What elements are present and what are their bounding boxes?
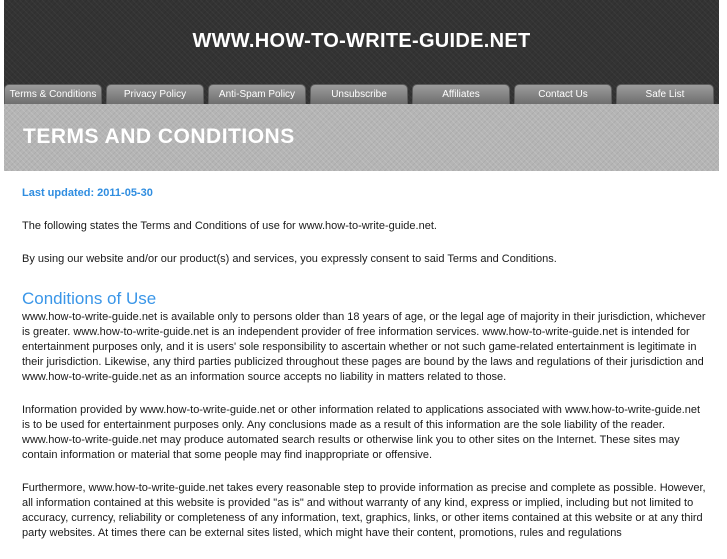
tab-affiliates[interactable]: Affiliates [412, 84, 510, 104]
conditions-paragraph-3: Furthermore, www.how-to-write-guide.net takes every reasonable step to provide information as precise and complete as possible. However, all information contained at this website is provided "as is" and without warranty of any kind, express or implied, including but not limited to accuracy, currency, reliability or completeness of any information, text, graphics, links, or other items contained at this website or at any third party websites. At times there can be external sites listed, which might have their content, promotions, rules and regulations [22, 482, 706, 539]
section-heading: Conditions of Use [22, 289, 157, 308]
conditions-paragraph-1: www.how-to-write-guide.net is available only to persons older than 18 years of age, or the legal age of majority in their jurisdiction, whichever is greater. www.how-to-write-guide.net is an independent provider of free information services. www.how-to-write-guide.net is intended for entertainment purposes only, and it is users' sole responsibility to ascertain whether or not such game-related entertainment is legitimate in their jurisdiction. Likewise, any third parties publicized throughout these pages are bound by the laws and regulations of their jurisdiction and www.how-to-write-guide.net as an information source accepts no liability in matters related to those. [22, 311, 706, 383]
tab-privacy-policy[interactable]: Privacy Policy [106, 84, 204, 104]
tab-safe-list[interactable]: Safe List [616, 84, 714, 104]
conditions-paragraph-2: Information provided by www.how-to-write-guide.net or other information related to applications associated with www.how-to-write-guide.net is to be used for entertainment purposes only. Any conclusions made as a result of this information are the sole liability of the reader. www.how-to-write-guide.net may produce automated search results or otherwise link you to other sites on the Internet. These sites may contain information or material that some people may find inappropriate or offensive. [22, 404, 701, 461]
page-banner [4, 104, 719, 171]
tab-terms-conditions[interactable]: Terms & Conditions [4, 84, 102, 104]
last-updated-text: Last updated: 2011-05-30 [22, 187, 153, 199]
intro-paragraph: The following states the Terms and Conditions of use for www.how-to-write-guide.net. [22, 220, 437, 232]
consent-paragraph: By using our website and/or our product(s) and services, you expressly consent to said Terms and Conditions. [22, 253, 557, 265]
tab-unsubscribe[interactable]: Unsubscribe [310, 84, 408, 104]
tab-anti-spam-policy[interactable]: Anti-Spam Policy [208, 84, 306, 104]
page-title: TERMS AND CONDITIONS [23, 125, 295, 148]
tab-contact-us[interactable]: Contact Us [514, 84, 612, 104]
main-content [22, 186, 706, 559]
site-title: WWW.HOW-TO-WRITE-GUIDE.NET [192, 30, 531, 52]
